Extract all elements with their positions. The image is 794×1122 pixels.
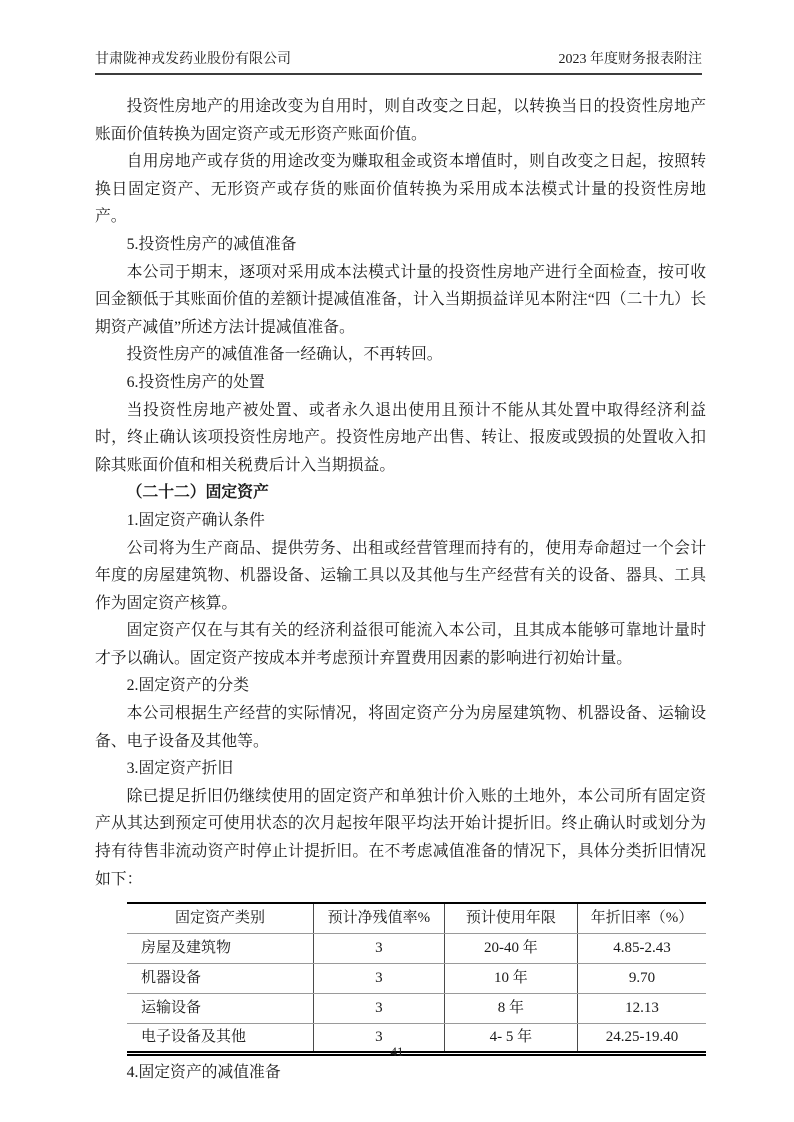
table-cell: 3 <box>313 933 444 963</box>
table-cell: 机器设备 <box>127 963 313 993</box>
page-header <box>95 50 702 75</box>
numbered-item: 5.投资性房产的减值准备 <box>126 235 297 253</box>
section-heading: （二十二）固定资产 <box>126 484 269 502</box>
paragraph: 除已提足折旧仍继续使用的固定资产和单独计价入账的土地外，本公司所有固定资产从其达到预定可使用状态的次月起按年限平均法开始计提折旧。终止确认时或划分为持有待售非流动资产时停止计提折旧。在不考虑减值准备的情况下，具体分类折旧情况如下： <box>95 787 706 888</box>
table-row <box>127 993 706 1023</box>
table-cell: 3 <box>313 993 444 1023</box>
table-cell: 20-40 年 <box>444 933 577 963</box>
table-cell: 3 <box>313 963 444 993</box>
table-header-cell: 预计使用年限 <box>444 903 577 933</box>
table-cell: 12.13 <box>577 993 706 1023</box>
paragraph: 投资性房地产的用途改变为自用时，则自改变之日起，以转换当日的投资性房地产账面价值转换为固定资产或无形资产账面价值。 <box>95 98 706 143</box>
table-cell: 电子设备及其他 <box>127 1023 313 1053</box>
page-content <box>95 93 706 1086</box>
table-cell: 运输设备 <box>127 993 313 1023</box>
table-cell: 9.70 <box>577 963 706 993</box>
table-header-cell: 年折旧率（%） <box>577 903 706 933</box>
paragraph: 本公司根据生产经营的实际情况，将固定资产分为房屋建筑物、机器设备、运输设备、电子设备及其他等。 <box>95 705 706 750</box>
table-cell: 4- 5 年 <box>444 1023 577 1053</box>
table-header-cell: 预计净残值率% <box>313 903 444 933</box>
header-company-name: 甘肃陇神戎发药业股份有限公司 <box>95 52 291 67</box>
numbered-item: 3.固定资产折旧 <box>126 760 234 778</box>
table-row <box>127 933 706 963</box>
table-header-cell: 固定资产类别 <box>127 903 313 933</box>
paragraph: 投资性房产的减值准备一经确认，不再转回。 <box>126 346 443 364</box>
header-doc-title: 2023 年度财务报表附注 <box>558 52 702 67</box>
table-header-row <box>127 903 706 933</box>
table-cell: 3 <box>313 1023 444 1053</box>
table-row <box>127 963 706 993</box>
numbered-item: 1.固定资产确认条件 <box>126 511 265 529</box>
page-number: 41 <box>390 1044 404 1059</box>
table-cell: 4.85-2.43 <box>577 933 706 963</box>
numbered-item: 2.固定资产的分类 <box>126 677 250 695</box>
paragraph: 自用房地产或存货的用途改变为赚取租金或资本增值时，则自改变之日起，按照转换日固定资产、无形资产或存货的账面价值转换为采用成本法模式计量的投资性房地产。 <box>95 153 706 226</box>
paragraph: 本公司于期末，逐项对采用成本法模式计量的投资性房地产进行全面检查，按可收回金额低于其账面价值的差额计提减值准备，计入当期损益详见本附注“四（二十九）长期资产减值”所述方法计提减值准备。 <box>95 263 706 336</box>
paragraph: 当投资性房地产被处置、或者永久退出使用且预计不能从其处置中取得经济利益时，终止确认该项投资性房地产。投资性房地产出售、转让、报废或毁损的处置收入扣除其账面价值和相关税费后计入当期损益。 <box>95 401 706 474</box>
depreciation-table-wrapper <box>127 902 706 1056</box>
table-cell: 10 年 <box>444 963 577 993</box>
depreciation-table <box>127 902 706 1056</box>
paragraph: 公司将为生产商品、提供劳务、出租或经营管理而持有的，使用寿命超过一个会计年度的房屋建筑物、机器设备、运输工具以及其他与生产经营有关的设备、器具、工具作为固定资产核算。 <box>95 539 706 612</box>
page-footer <box>0 1044 794 1060</box>
table-cell: 8 年 <box>444 993 577 1023</box>
numbered-item: 4.固定资产的减值准备 <box>126 1063 281 1081</box>
paragraph: 固定资产仅在与其有关的经济利益很可能流入本公司，且其成本能够可靠地计量时才予以确认。固定资产按成本并考虑预计弃置费用因素的影响进行初始计量。 <box>95 622 706 667</box>
table-cell: 24.25-19.40 <box>577 1023 706 1053</box>
numbered-item: 6.投资性房产的处置 <box>126 373 265 391</box>
table-cell: 房屋及建筑物 <box>127 933 313 963</box>
